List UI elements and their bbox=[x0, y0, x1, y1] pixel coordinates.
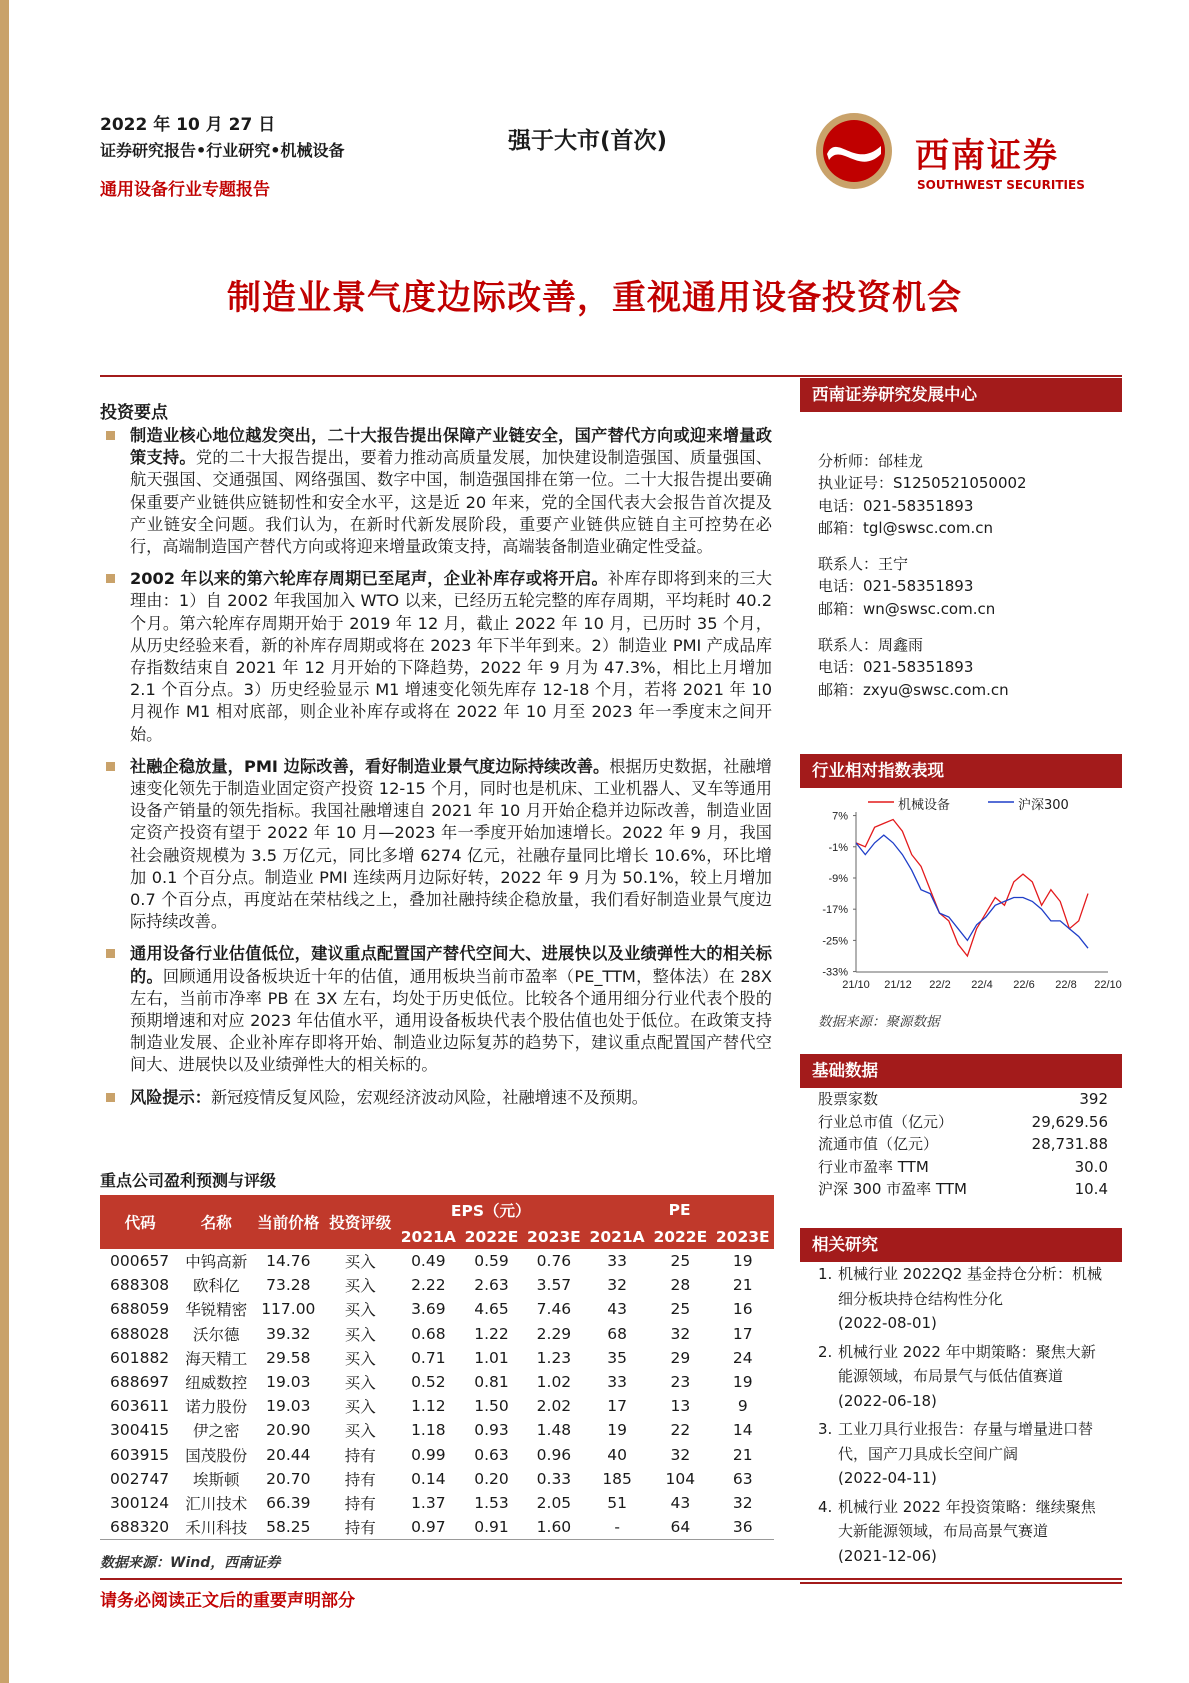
x-tick-label: 22/2 bbox=[929, 979, 951, 991]
cell-eps-2023e: 1.23 bbox=[536, 1348, 572, 1367]
research-item[interactable] bbox=[818, 1262, 1108, 1336]
contact-name: 联系人：王宁 bbox=[818, 555, 909, 574]
stat-row bbox=[818, 1178, 1108, 1201]
legend-label-machinery: 机械设备 bbox=[898, 798, 951, 813]
cell-pe-2022e: 28 bbox=[670, 1276, 691, 1295]
cell-eps-2022e: 0.91 bbox=[460, 1515, 522, 1540]
cell-eps-2023e: 1.02 bbox=[536, 1373, 572, 1392]
cell-pe-2021a: 40 bbox=[607, 1445, 627, 1464]
research-title[interactable]: 机械行业 2022 年中期策略：聚焦大新能源领域，布局景气与低估值赛道 bbox=[838, 1342, 1096, 1385]
cell-pe-2021a: 17 bbox=[607, 1397, 627, 1416]
col-name: 名称 bbox=[180, 1195, 252, 1249]
cell-code: 002747 bbox=[110, 1469, 170, 1488]
cell-eps-2022e: 1.22 bbox=[474, 1324, 509, 1343]
report-date: 2022 年 10 月 27 日 bbox=[100, 115, 276, 135]
cell-pe-2023e: 17 bbox=[732, 1324, 753, 1343]
research-center-header: 西南证券研究发展中心 bbox=[800, 378, 1122, 412]
bullet-icon bbox=[106, 1093, 115, 1102]
col-year: 2021A bbox=[585, 1225, 649, 1249]
cell-pe-2021a: 185 bbox=[602, 1469, 632, 1488]
col-code: 代码 bbox=[100, 1195, 180, 1249]
stat-row bbox=[818, 1133, 1108, 1156]
table-heading: 重点公司盈利预测与评级 bbox=[100, 1171, 277, 1190]
cell-eps-2022e: 4.65 bbox=[474, 1300, 509, 1319]
cell-pe-2021a: 43 bbox=[607, 1300, 627, 1319]
cell-pe-2021a: 68 bbox=[607, 1324, 627, 1343]
cell-eps-2021a: 1.18 bbox=[411, 1421, 446, 1440]
cell-code: 000657 bbox=[110, 1252, 170, 1271]
cell-pe-2023e: 63 bbox=[732, 1469, 753, 1488]
cell-pe-2023e: 32 bbox=[732, 1493, 753, 1512]
cell-name: 沃尔德 bbox=[193, 1325, 240, 1344]
key-points-list bbox=[100, 425, 772, 1119]
cell-pe-2023e: 19 bbox=[732, 1373, 753, 1392]
cell-rating: 持有 bbox=[344, 1494, 376, 1513]
col-year: 2023E bbox=[523, 1225, 585, 1249]
cell-pe-2022e: 32 bbox=[670, 1324, 691, 1343]
chart-source: 数据来源：聚源数据 bbox=[818, 1014, 940, 1030]
cell-name: 华锐精密 bbox=[185, 1301, 248, 1320]
research-date: (2022-04-11) bbox=[838, 1469, 937, 1487]
cell-eps-2022e: 0.59 bbox=[474, 1252, 509, 1271]
cell-pe-2022e: 29 bbox=[670, 1348, 691, 1367]
x-tick-label: 21/12 bbox=[884, 979, 912, 991]
stat-value: 28,731.88 bbox=[1031, 1135, 1108, 1153]
key-point bbox=[100, 568, 772, 746]
analyst-phone: 电话：021-58351893 bbox=[818, 496, 974, 515]
cell-code: 688028 bbox=[110, 1324, 170, 1343]
stat-row bbox=[818, 1111, 1108, 1134]
cell-name: 中钨高新 bbox=[185, 1253, 248, 1272]
y-tick-label: -1% bbox=[828, 841, 848, 854]
brand-logo-icon bbox=[815, 112, 893, 190]
key-point-lead: 社融企稳放量，PMI 边际改善，看好制造业景气度边际持续改善。 bbox=[130, 756, 610, 776]
cell-eps-2021a: 0.99 bbox=[411, 1445, 446, 1464]
stat-value: 10.4 bbox=[1074, 1180, 1108, 1198]
contact-block bbox=[818, 450, 1027, 701]
cell-eps-2023e: 2.05 bbox=[536, 1493, 572, 1512]
research-num: 2. bbox=[818, 1342, 833, 1361]
y-tick-label: -9% bbox=[828, 872, 848, 885]
cell-rating: 买入 bbox=[344, 1253, 376, 1272]
y-tick-label: -25% bbox=[822, 935, 848, 948]
cell-pe-2022e: 13 bbox=[670, 1397, 691, 1416]
cell-pe-2023e: 9 bbox=[737, 1397, 748, 1416]
stat-label: 沪深 300 市盈率 TTM bbox=[818, 1180, 967, 1198]
chart-header: 行业相对指数表现 bbox=[800, 754, 1122, 788]
key-point bbox=[100, 943, 772, 1076]
cell-name: 埃斯顿 bbox=[193, 1470, 240, 1489]
cell-eps-2021a: 0.68 bbox=[411, 1324, 446, 1343]
col-price: 当前价格 bbox=[252, 1195, 324, 1249]
cell-pe-2023e: 36 bbox=[712, 1515, 774, 1540]
cell-eps-2023e: 2.02 bbox=[536, 1397, 572, 1416]
cell-pe-2022e: 104 bbox=[665, 1469, 696, 1488]
stat-label: 股票家数 bbox=[818, 1090, 879, 1108]
contact-email: 邮箱：zxyu@swsc.com.cn bbox=[818, 680, 1009, 699]
cell-rating: 持有 bbox=[324, 1515, 396, 1540]
brand-name-en: SOUTHWEST SECURITIES bbox=[917, 178, 1085, 192]
cell-eps-2022e: 1.01 bbox=[474, 1348, 509, 1367]
cell-pe-2022e: 25 bbox=[670, 1252, 691, 1271]
research-title[interactable]: 工业刀具行业报告：存量与增量进口替代，国产刀具成长空间广阔 bbox=[838, 1420, 1094, 1463]
cell-pe-2022e: 32 bbox=[670, 1445, 691, 1464]
cell-name: 纽威数控 bbox=[185, 1374, 248, 1393]
cell-eps-2022e: 0.93 bbox=[474, 1421, 509, 1440]
key-point-text: 补库存即将到来的三大理由：1）自 2002 年我国加入 WTO 以来，已经历五轮完整的库存周期，平均耗时 40.2 个月。第六轮库存周期开始于 2019 年 12 月，截止 2022 年 10 月，已历时 35 个月，从历史经验来看，新的补库存周期或将在 2023 年下半年到来。2）制造业 PMI 产成品库存指数结束自 2021 年 12 月开始的下降趋势，2022 年 9 月为 47.3%，相比上月增加 2.1 个百分点。3）历史经验显示 M1 增速变化领先库存 12-18 个月，若将 2021 年 10 月视作 M1 相对底部，则企业补库存或将在 2022 年 10 月至 2023 年一季度末之间开始。 bbox=[130, 569, 772, 744]
report-subtype: 通用设备行业专题报告 bbox=[100, 180, 270, 200]
cell-eps-2021a: 0.49 bbox=[411, 1252, 446, 1271]
related-research-list bbox=[818, 1262, 1108, 1572]
contact-phone: 电话：021-58351893 bbox=[818, 658, 974, 677]
cell-pe-2021a: 35 bbox=[607, 1348, 627, 1367]
cell-code: 688697 bbox=[110, 1373, 170, 1392]
cell-eps-2023e: 2.29 bbox=[536, 1324, 572, 1343]
cell-rating: 买入 bbox=[344, 1301, 376, 1320]
research-item[interactable] bbox=[818, 1495, 1108, 1569]
stat-row bbox=[818, 1156, 1108, 1179]
cell-price: 66.39 bbox=[266, 1493, 311, 1512]
series-line-machinery bbox=[856, 820, 1088, 957]
cell-pe-2021a: 51 bbox=[607, 1493, 627, 1512]
cell-price: 20.90 bbox=[266, 1421, 311, 1440]
cell-eps-2023e: 0.33 bbox=[536, 1469, 572, 1488]
stat-label: 行业市盈率 TTM bbox=[818, 1157, 929, 1176]
cell-rating: 买入 bbox=[344, 1325, 376, 1344]
cell-pe-2023e: 14 bbox=[732, 1421, 753, 1440]
x-tick-label: 22/8 bbox=[1055, 979, 1077, 991]
cell-code: 603611 bbox=[110, 1397, 170, 1416]
stat-value: 392 bbox=[1079, 1090, 1108, 1108]
stat-label: 流通市值（亿元） bbox=[818, 1135, 939, 1153]
bullet-icon bbox=[106, 762, 115, 771]
table-row bbox=[100, 1370, 774, 1394]
bullet-icon bbox=[106, 574, 115, 583]
cell-eps-2022e: 1.50 bbox=[474, 1397, 509, 1416]
cell-price: 117.00 bbox=[261, 1300, 316, 1319]
cell-eps-2023e: 1.60 bbox=[523, 1515, 585, 1540]
cell-code: 688308 bbox=[110, 1276, 170, 1295]
key-point-text: 新冠疫情反复风险，宏观经济波动风险，社融增速不及预期。 bbox=[210, 1087, 648, 1107]
key-point-text: 回顾通用设备板块近十年的估值，通用板块当前市盈率（PE_TTM，整体法）在 28X 左右，当前市净率 PB 在 3X 左右，均处于历史低位。比较各个通用细分行业代表个股的预期增速和对应 2023 年估值水平，通用设备板块代表个股估值也处于低位。在政策支持制造业发展、企业补库存即将开始、制造业边际复苏的趋势下，建议重点配置国产替代空间大、进展快以及业绩弹性大的相关标的。 bbox=[130, 966, 773, 1075]
key-point-text: 党的二十大报告提出，要着力推动高质量发展，加快建设制造强国、质量强国、航天强国、交通强国、网络强国、数字中国，制造强国排在第一位。二十大报告提出要确保重要产业链供应链韧性和安全水平，这是近 20 年来，党的全国代表大会报告首次提及产业链安全问题。我们认为，在新时代新发展阶段，重要产业链供应链自主可控势在必行，高端制造国产替代方向或将迎来增量政策支持，高端装备制造业确定性受益。 bbox=[130, 448, 772, 557]
cell-eps-2021a: 3.69 bbox=[411, 1300, 446, 1319]
bullet-icon bbox=[106, 949, 115, 958]
cell-eps-2022e: 0.63 bbox=[474, 1445, 509, 1464]
cell-price: 39.32 bbox=[266, 1324, 311, 1343]
key-point bbox=[100, 756, 772, 934]
stat-value: 29,629.56 bbox=[1031, 1112, 1108, 1131]
key-point-lead: 制造业核心地位越发突出，二十大报告提出保障产业链安全，国产替代方向或迎来增量政策支持。 bbox=[130, 426, 772, 468]
table-row bbox=[100, 1418, 774, 1442]
cell-price: 20.70 bbox=[266, 1469, 311, 1488]
table-row bbox=[100, 1443, 774, 1467]
cell-rating: 买入 bbox=[344, 1277, 376, 1296]
cell-eps-2023e: 1.48 bbox=[536, 1421, 572, 1440]
bullet-icon bbox=[106, 431, 115, 440]
cell-eps-2021a: 1.12 bbox=[411, 1397, 446, 1416]
contact-email: 邮箱：wn@swsc.com.cn bbox=[818, 599, 996, 618]
cell-code: 300415 bbox=[110, 1421, 170, 1440]
cell-pe-2022e: 22 bbox=[670, 1421, 691, 1440]
cell-pe-2022e: 23 bbox=[670, 1373, 691, 1392]
cell-eps-2021a: 0.71 bbox=[411, 1348, 446, 1367]
cell-price: 19.03 bbox=[266, 1397, 311, 1416]
legend-label-csi300: 沪深300 bbox=[1018, 798, 1069, 813]
industry-rating: 强于大市(首次) bbox=[508, 128, 668, 154]
table-row bbox=[100, 1249, 774, 1273]
key-point-lead: 风险提示： bbox=[130, 1087, 211, 1107]
col-pe: PE bbox=[585, 1195, 774, 1225]
report-type: 证券研究报告•行业研究•机械设备 bbox=[100, 141, 345, 160]
research-title[interactable]: 机械行业 2022Q2 基金持仓分析：机械细分板块持仓结构性分化 bbox=[838, 1265, 1103, 1308]
table-row bbox=[100, 1297, 774, 1321]
cell-pe-2021a: 32 bbox=[607, 1276, 627, 1295]
cell-rating: 买入 bbox=[344, 1349, 376, 1368]
cell-price: 20.44 bbox=[266, 1445, 311, 1464]
cell-eps-2021a: 0.14 bbox=[411, 1469, 446, 1488]
cell-code: 300124 bbox=[110, 1493, 170, 1512]
cell-price: 29.58 bbox=[266, 1348, 311, 1367]
key-point-lead: 通用设备行业估值低位，建议重点配置国产替代空间大、进展快以及业绩弹性大的相关标的。 bbox=[130, 944, 772, 986]
x-tick-label: 22/10 bbox=[1094, 979, 1122, 991]
table-row bbox=[100, 1346, 774, 1370]
research-title[interactable]: 机械行业 2022 年投资策略：继续聚焦大新能源领域，布局高景气赛道 bbox=[838, 1497, 1096, 1540]
cell-name: 汇川技术 bbox=[185, 1494, 248, 1513]
research-num: 4. bbox=[818, 1497, 833, 1516]
cell-rating: 持有 bbox=[344, 1446, 376, 1465]
left-edge-bar bbox=[0, 0, 9, 1683]
cell-name: 伊之密 bbox=[193, 1422, 240, 1441]
analyst-name: 分析师：邰桂龙 bbox=[818, 452, 924, 470]
cell-price: 14.76 bbox=[266, 1252, 311, 1271]
basic-data-header: 基础数据 bbox=[800, 1054, 1122, 1088]
analyst-license: 执业证号：S1250521050002 bbox=[818, 474, 1027, 493]
stat-label: 行业总市值（亿元） bbox=[818, 1112, 954, 1131]
col-eps: EPS（元） bbox=[396, 1195, 585, 1225]
col-rating: 投资评级 bbox=[324, 1195, 396, 1249]
cell-pe-2023e: 24 bbox=[732, 1348, 753, 1367]
research-item[interactable] bbox=[818, 1340, 1108, 1414]
col-year: 2021A bbox=[396, 1225, 460, 1249]
cell-pe-2023e: 19 bbox=[732, 1252, 753, 1271]
cell-pe-2022e: 43 bbox=[670, 1493, 691, 1512]
x-tick-label: 21/10 bbox=[842, 979, 870, 991]
col-year: 2022E bbox=[460, 1225, 522, 1249]
cell-eps-2023e: 0.76 bbox=[536, 1252, 572, 1271]
cell-pe-2023e: 16 bbox=[732, 1300, 753, 1319]
cell-eps-2021a: 1.37 bbox=[411, 1493, 446, 1512]
table-row bbox=[100, 1515, 774, 1540]
cell-pe-2021a: 19 bbox=[607, 1421, 627, 1440]
cell-pe-2023e: 21 bbox=[732, 1276, 753, 1295]
cell-eps-2023e: 0.96 bbox=[536, 1445, 572, 1464]
cell-code: 688320 bbox=[100, 1515, 180, 1540]
col-year: 2023E bbox=[712, 1225, 774, 1249]
key-point bbox=[100, 425, 772, 558]
stat-row bbox=[818, 1088, 1108, 1111]
cell-pe-2023e: 21 bbox=[732, 1445, 753, 1464]
key-points-heading: 投资要点 bbox=[100, 403, 168, 423]
cell-code: 601882 bbox=[110, 1348, 170, 1367]
analyst-email: 邮箱：tgl@swsc.com.cn bbox=[818, 518, 994, 537]
research-date: (2022-08-01) bbox=[838, 1314, 937, 1332]
cell-eps-2023e: 7.46 bbox=[536, 1300, 572, 1319]
cell-rating: 买入 bbox=[344, 1422, 376, 1441]
cell-rating: 买入 bbox=[344, 1374, 376, 1393]
research-num: 3. bbox=[818, 1420, 833, 1438]
y-tick-label: -17% bbox=[822, 904, 848, 917]
cell-price: 73.28 bbox=[266, 1276, 311, 1295]
cell-code: 603915 bbox=[110, 1445, 170, 1464]
research-date: (2021-12-06) bbox=[838, 1546, 937, 1565]
divider bbox=[100, 375, 1122, 377]
cell-eps-2021a: 0.97 bbox=[396, 1515, 460, 1540]
key-point-lead: 2002 年以来的第六轮库存周期已至尾声，企业补库存或将开启。 bbox=[130, 569, 608, 589]
cell-name: 诺力股份 bbox=[185, 1398, 248, 1417]
table-row bbox=[100, 1322, 774, 1346]
table-body bbox=[100, 1249, 774, 1540]
relative-index-chart bbox=[808, 794, 1122, 1000]
cell-eps-2022e: 0.81 bbox=[474, 1373, 509, 1392]
brand-name-cn: 西南证券 bbox=[915, 136, 1059, 176]
y-tick-label: 7% bbox=[832, 810, 848, 823]
cell-pe-2022e: 64 bbox=[649, 1515, 711, 1540]
table-row bbox=[100, 1467, 774, 1491]
contact-phone: 电话：021-58351893 bbox=[818, 577, 974, 596]
sidebar-bottom-rule bbox=[800, 1582, 1122, 1584]
cell-rating: 买入 bbox=[344, 1398, 376, 1417]
cell-price: 58.25 bbox=[252, 1515, 324, 1540]
key-point-text: 根据历史数据，社融增速变化领先于制造业固定资产投资 12-15 个月，同时也是机床、工业机器人、叉车等通用设备产销量的领先指标。我国社融增速自 2021 年 10 月开始企稳并边际改善，制造业固定资产投资有望于 2022 年 10 月—2023 年一季度开始加速增长。2022 年 9 月，我国社会融资规模为 3.5 万亿元，同比多增 6274 亿元，社融存量同比增长 10.6%，环比增加 0.1 个百分点。制造业 PMI 连续两月边际好转，2022 年 9 月为 50.1%，较上月增加 0.7 个百分点，再度站在荣枯线之上，叠加社融持续企稳放量，我们看好制造业景气度边际持续改善。 bbox=[130, 756, 772, 932]
research-item[interactable] bbox=[818, 1417, 1108, 1491]
key-point bbox=[100, 1087, 772, 1109]
cell-pe-2021a: 33 bbox=[607, 1252, 627, 1271]
research-date: (2022-06-18) bbox=[838, 1391, 937, 1410]
footer-disclaimer: 请务必阅读正文后的重要声明部分 bbox=[100, 1591, 355, 1611]
cell-pe-2021a: 33 bbox=[607, 1373, 627, 1392]
related-research-header: 相关研究 bbox=[800, 1228, 1122, 1262]
cell-price: 19.03 bbox=[266, 1373, 311, 1392]
cell-eps-2022e: 1.53 bbox=[474, 1493, 509, 1512]
x-tick-label: 22/6 bbox=[1013, 979, 1035, 991]
cell-pe-2021a: - bbox=[585, 1515, 649, 1540]
cell-eps-2021a: 0.52 bbox=[411, 1373, 446, 1392]
table-source: 数据来源：Wind，西南证券 bbox=[100, 1555, 281, 1571]
stat-value: 30.0 bbox=[1074, 1157, 1108, 1176]
footer-divider bbox=[100, 1578, 1122, 1580]
cell-name: 海天精工 bbox=[185, 1349, 248, 1368]
cell-rating: 持有 bbox=[344, 1470, 376, 1489]
table-row bbox=[100, 1491, 774, 1515]
table-row bbox=[100, 1273, 774, 1297]
research-num: 1. bbox=[818, 1265, 833, 1283]
cell-name: 欧科亿 bbox=[193, 1277, 240, 1296]
cell-eps-2022e: 2.63 bbox=[474, 1276, 509, 1295]
x-tick-label: 22/4 bbox=[971, 979, 993, 991]
contact-name: 联系人：周鑫雨 bbox=[818, 636, 924, 655]
report-title: 制造业景气度边际改善，重视通用设备投资机会 bbox=[227, 278, 962, 318]
y-tick-label: -33% bbox=[822, 966, 848, 979]
forecast-table bbox=[100, 1195, 774, 1540]
cell-eps-2023e: 3.57 bbox=[536, 1276, 572, 1295]
cell-name: 禾川科技 bbox=[180, 1515, 252, 1540]
basic-data-list bbox=[818, 1088, 1108, 1201]
cell-name: 国茂股份 bbox=[185, 1446, 248, 1465]
cell-pe-2022e: 25 bbox=[670, 1300, 691, 1319]
cell-code: 688059 bbox=[110, 1300, 170, 1319]
table-row bbox=[100, 1394, 774, 1418]
cell-eps-2021a: 2.22 bbox=[411, 1276, 446, 1295]
col-year: 2022E bbox=[649, 1225, 711, 1249]
cell-eps-2022e: 0.20 bbox=[474, 1469, 509, 1488]
